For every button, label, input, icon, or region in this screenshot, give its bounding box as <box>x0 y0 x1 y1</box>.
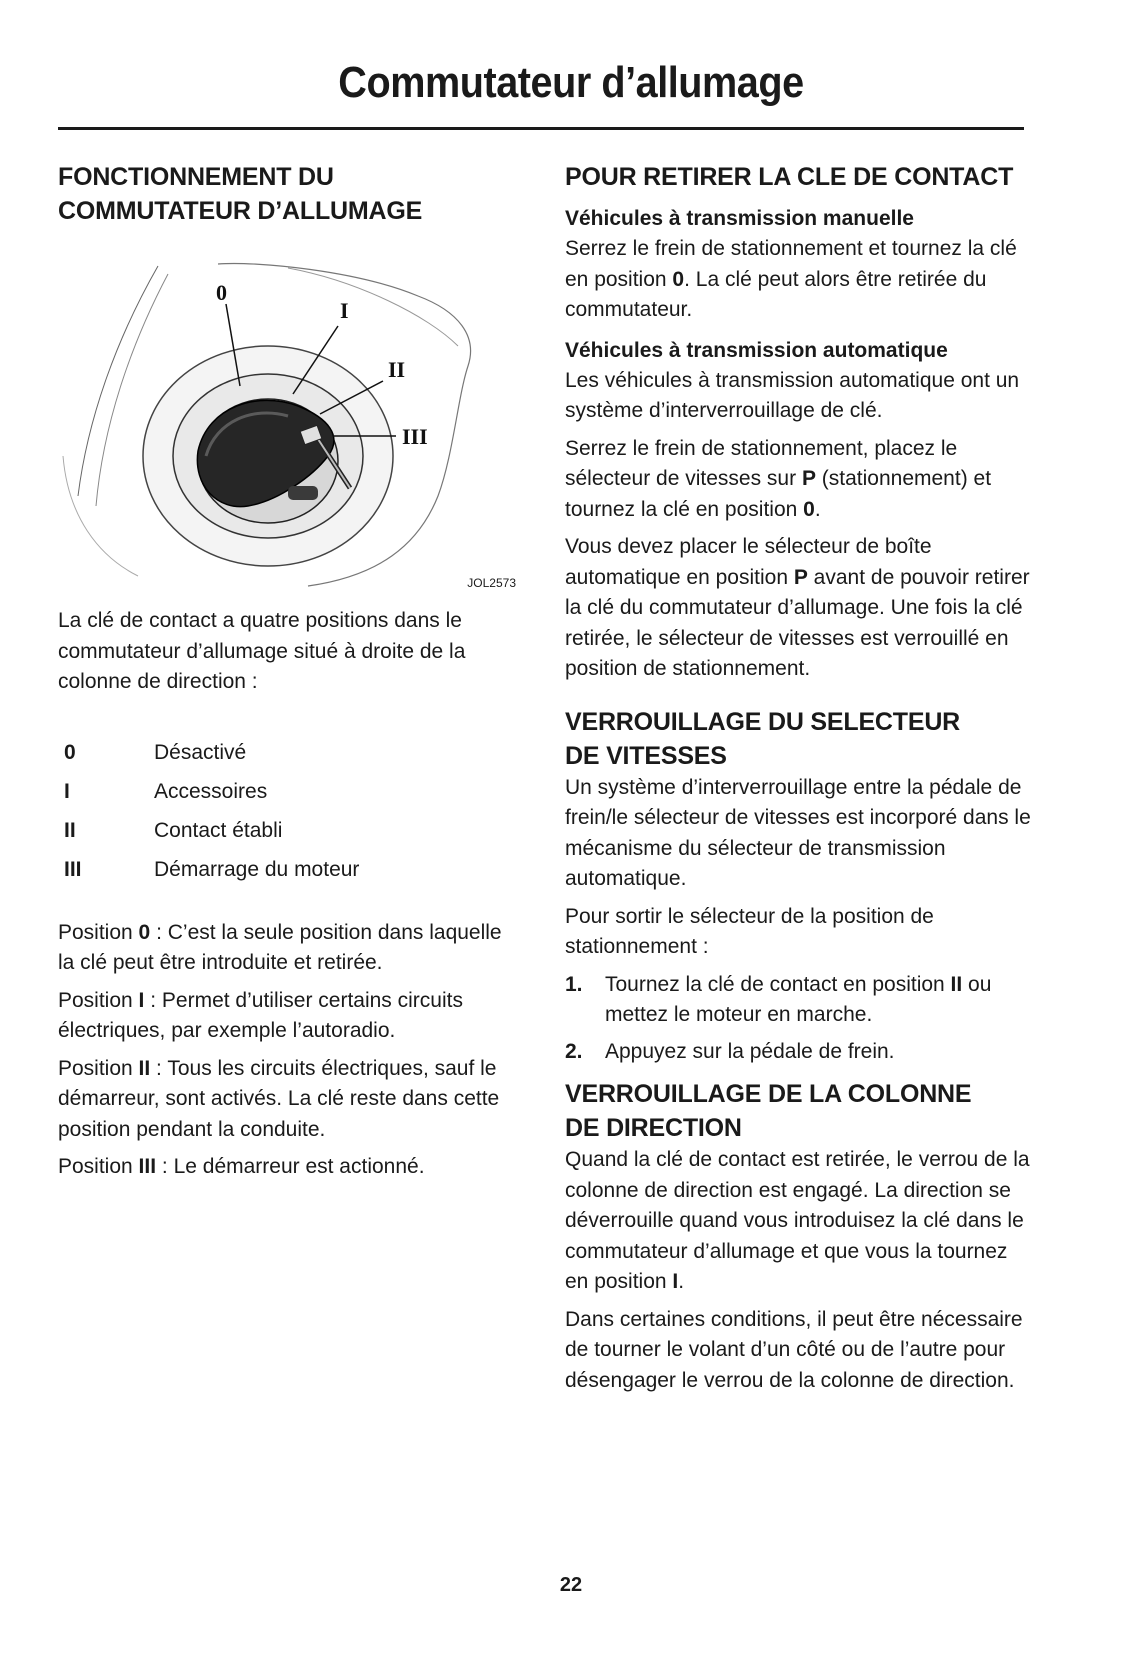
position-label: Démarrage du moteur <box>154 858 360 881</box>
position-label-0: 0 <box>216 280 227 305</box>
automatic-paragraph-1: Les véhicules à transmission automatique ont un système d’interverrouillage de clé. <box>565 368 1020 422</box>
position-row <box>58 734 518 773</box>
manual-paragraph: Serrez le frein de stationnement et tournez la clé en position 0. La clé peut alors être retirée du commutateur. <box>565 237 1017 321</box>
subheading-automatic: Véhicules à transmission automatique <box>565 338 948 362</box>
position-code: III <box>64 858 82 881</box>
page-number: 22 <box>559 1574 583 1596</box>
column-lock-paragraph-1: Quand la clé de contact est retirée, le verrou de la colonne de direction est engagé. La direction se déverrouille quand vous introduisez la clé dans le commutateur d’allumage et que vous la tournez en position I. <box>565 1148 1030 1293</box>
position-label-iii: III <box>402 424 428 449</box>
figure-code: JOL2573 <box>467 576 516 590</box>
left-column <box>58 160 518 1183</box>
ignition-switch-figure <box>58 256 518 596</box>
gear-lock-paragraph-2: Pour sortir le sélecteur de la position de stationnement : <box>565 904 934 958</box>
position-note: Position 0 : C’est la seule position dans laquelle la clé peut être introduite et retirée. <box>58 920 502 974</box>
right-column <box>565 160 1035 1396</box>
position-row <box>58 773 518 812</box>
section-heading-gear-lock: VERROUILLAGE DU SELECTEUR DE VITESSES <box>565 707 961 770</box>
automatic-paragraph-3: Vous devez placer le sélecteur de boîte automatique en position P avant de pouvoir retirer la clé du commutateur d’allumage. Une fois la clé retirée, le sélecteur de vitesses est verrouillé en position de stationnement. <box>565 535 1030 680</box>
gear-lock-steps <box>565 970 1035 1068</box>
position-note: Position III : Le démarreur est actionné. <box>58 1155 425 1178</box>
position-row <box>58 851 518 890</box>
position-label: Contact établi <box>154 819 283 842</box>
column-lock-paragraph-2: Dans certaines conditions, il peut être nécessaire de tourner le volant d’un côté ou de l’autre pour désengager le verrou de la colonne de direction. <box>565 1307 1023 1392</box>
subheading-manual: Véhicules à transmission manuelle <box>565 207 914 230</box>
position-code: I <box>64 780 70 803</box>
position-label: Accessoires <box>154 780 268 803</box>
position-note: Position I : Permet d’utiliser certains circuits électriques, par exemple l’autoradio. <box>58 988 463 1042</box>
page-title: Commutateur d’allumage <box>338 58 804 107</box>
position-label: Désactivé <box>154 741 247 764</box>
gear-lock-paragraph-1: Un système d’interverrouillage entre la pédale de frein/le sélecteur de vitesses est incorporé dans le mécanisme du sélecteur de transmission automatique. <box>565 775 1031 890</box>
intro-paragraph: La clé de contact a quatre positions dans le commutateur d’allumage situé à droite de la colonne de direction : <box>58 609 466 693</box>
list-item: 1. Tournez la clé de contact en position II ou mettez le moteur en marche. <box>565 972 992 1026</box>
position-label-ii: II <box>388 357 406 382</box>
position-label-i: I <box>340 298 349 323</box>
ignition-switch-illustration <box>58 256 518 596</box>
title-rule <box>58 127 1024 130</box>
position-note: Position II : Tous les circuits électriques, sauf le démarreur, sont activés. La clé reste dans cette position pendant la conduite. <box>58 1056 500 1141</box>
section-heading-operation: FONCTIONNEMENT DU COMMUTATEUR D’ALLUMAGE <box>58 163 423 225</box>
section-heading-remove-key: POUR RETIRER LA CLE DE CONTACT <box>565 163 1014 191</box>
automatic-paragraph-2: Serrez le frein de stationnement, placez le sélecteur de vitesses sur P (stationnement) et tournez la clé en position 0. <box>565 436 992 521</box>
section-heading-column-lock: VERROUILLAGE DE LA COLONNE DE DIRECTION <box>565 1080 972 1142</box>
position-code: II <box>64 819 76 842</box>
list-item: 2. Appuyez sur la pédale de frein. <box>565 1039 895 1063</box>
positions-list <box>58 734 518 890</box>
position-row <box>58 812 518 851</box>
position-code: 0 <box>64 741 76 764</box>
